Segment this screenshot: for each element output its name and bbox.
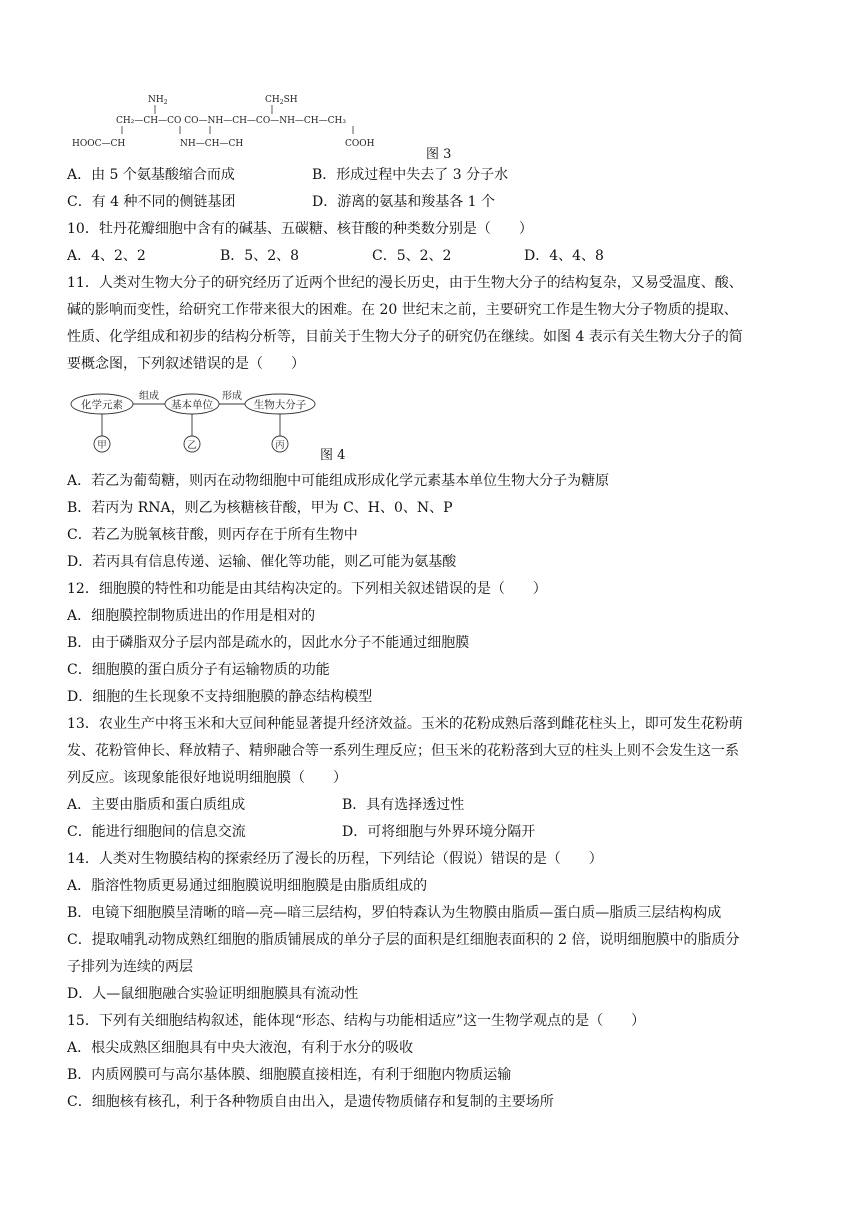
cooh-group: COOH: [345, 139, 375, 149]
q14-option-c-line-1: C．提取哺乳动物成熟红细胞的脂质铺展成的单分子层的面积是红细胞表面积的 2 倍，说明细胞膜中的脂质分: [67, 932, 740, 948]
node-yi: 乙: [187, 440, 197, 451]
q9-option-b: B．形成过程中失去了 3 分子水: [312, 167, 509, 183]
node-jia: 甲: [97, 440, 107, 451]
q12-option-d: D．细胞的生长现象不支持细胞膜的静态结构模型: [67, 689, 373, 705]
hooc-group: HOOC—CH: [72, 139, 126, 149]
figure-3-caption: 图 3: [426, 147, 452, 162]
q11-stem-line-4: 要概念图，下列叙述错误的是（ ）: [67, 356, 305, 372]
q10-option-c: C．5、2、2: [372, 248, 452, 264]
q13-option-a: A．主要由脂质和蛋白质组成: [67, 797, 246, 813]
ch2sh-group: $CH_2SH$: [265, 95, 298, 106]
q9-option-c: C．有 4 种不同的侧链基团: [67, 194, 236, 210]
q11-option-b: B．若丙为 RNA，则乙为核糖核苷酸，甲为 C、H、0、N、P: [67, 500, 453, 516]
q10-option-a: A．4、2、2: [67, 248, 146, 264]
q15-option-a: A．根尖成熟区细胞具有中央大液泡，有利于水分的吸收: [67, 1040, 414, 1056]
q10-option-b: B．5、2、8: [220, 248, 300, 264]
q14-stem: 14．人类对生物膜结构的探索经历了漫长的历程，下列结论（假说）错误的是（ ）: [67, 851, 603, 867]
node-bing: 丙: [275, 440, 285, 451]
edge-form-label: 形成: [222, 391, 242, 402]
q14-option-a: A．脂溶性物质更易通过细胞膜说明细胞膜是由脂质组成的: [67, 878, 428, 894]
peptide-lower-chain: NH—CH—CH: [180, 139, 244, 149]
q11-option-c: C．若乙为脱氧核苷酸，则丙存在于所有生物中: [67, 527, 358, 543]
q14-option-d: D．人—鼠细胞融合实验证明细胞膜具有流动性: [67, 986, 359, 1002]
edge-compose-label: 组成: [139, 391, 159, 402]
q14-option-b: B．电镜下细胞膜呈清晰的暗—亮—暗三层结构，罗伯特森认为生物膜由脂质—蛋白质—脂质三层结构构成: [67, 905, 722, 921]
q15-option-c: C．细胞核有核孔，利于各种物质自由出入，是遗传物质储存和复制的主要场所: [67, 1094, 554, 1110]
q13-option-c: C．能进行细胞间的信息交流: [67, 824, 246, 840]
q13-stem-line-3: 列反应。该现象能很好地说明细胞膜（ ）: [67, 770, 347, 786]
q13-option-b: B．具有选择透过性: [342, 797, 465, 813]
q12-stem: 12．细胞膜的特性和功能是由其结构决定的。下列相关叙述错误的是（ ）: [67, 581, 547, 597]
q11-option-d: D．若丙具有信息传递、运输、催化等功能，则乙可能为氨基酸: [67, 554, 457, 570]
q13-stem-line-1: 13．农业生产中将玉米和大豆间种能显著提升经济效益。玉米的花粉成熟后落到雌花柱头上，即可发生花粉萌: [67, 716, 743, 732]
q12-option-a: A．细胞膜控制物质进出的作用是相对的: [67, 608, 316, 624]
q15-option-b: B．内质网膜可与高尔基体膜、细胞膜直接相连，有利于细胞内物质运输: [67, 1067, 512, 1083]
q9-option-d: D．游离的氨基和羧基各 1 个: [312, 194, 496, 210]
q14-option-c-line-2: 子排列为连续的两层: [67, 959, 193, 975]
q11-stem-line-1: 11．人类对生物大分子的研究经历了近两个世纪的漫长历史，由于生物大分子的结构复杂，又易受温度、酸、: [67, 275, 743, 291]
peptide-main-chain: CH₂—CH—CO CO—NH—CH—CO—NH—CH—CH₃: [116, 116, 346, 126]
q12-option-b: B．由于磷脂双分子层内部是疏水的，因此水分子不能通过细胞膜: [67, 635, 470, 651]
q13-option-d: D．可将细胞与外界环境分隔开: [342, 824, 536, 840]
node-chemical-elements: 化学元素: [81, 399, 123, 411]
q13-stem-line-2: 发、花粉管伸长、释放精子、精卵融合等一系列生理反应；但玉米的花粉落到大豆的柱头上则不会发生这一系: [67, 743, 739, 759]
q10-stem: 10．牡丹花瓣细胞中含有的碱基、五碳糖、核苷酸的种类数分别是（ ）: [67, 221, 533, 237]
q11-stem-line-3: 性质、化学组成和初步的结构分析等，目前关于生物大分子的研究仍在继续。如图 4 表示有关生物大分子的简: [67, 329, 743, 345]
figure-4-concept-map: [70, 388, 320, 458]
q11-stem-line-2: 碱的影响而变性，给研究工作带来很大的困难。在 20 世纪末之前，主要研究工作是生物大分子物质的提取、: [67, 302, 738, 318]
q11-option-a: A．若乙为葡萄糖，则丙在动物细胞中可能组成形成化学元素基本单位生物大分子为糖原: [67, 473, 610, 489]
figure-3-peptide-structure: [70, 90, 410, 154]
nh2-group: $NH_2$: [148, 95, 168, 106]
node-biomacromolecule: 生物大分子: [253, 399, 307, 411]
q15-stem: 15．下列有关细胞结构叙述，能体现“形态、结构与功能相适应”这一生物学观点的是（ ）: [67, 1013, 646, 1029]
q12-option-c: C．细胞膜的蛋白质分子有运输物质的功能: [67, 662, 330, 678]
figure-4-caption: 图 4: [320, 448, 346, 463]
node-basic-unit: 基本单位: [171, 399, 213, 411]
q10-option-d: D．4、4、8: [524, 248, 604, 264]
q9-option-a: A．由 5 个氨基酸缩合而成: [67, 167, 235, 183]
